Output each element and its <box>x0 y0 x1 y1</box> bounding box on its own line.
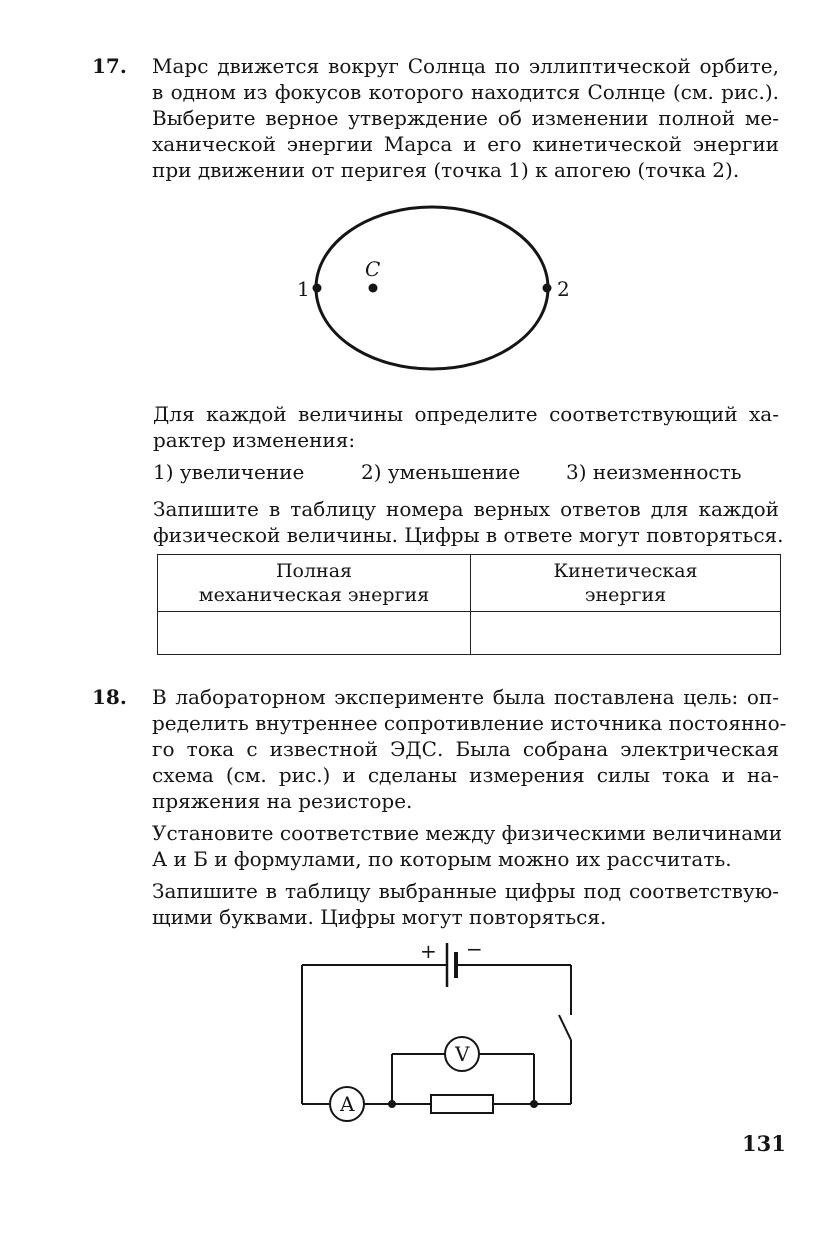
point-1-dot <box>313 284 322 293</box>
answer-table <box>157 554 781 655</box>
point-2-label: 2 <box>557 277 570 301</box>
answer-cell-total-energy[interactable] <box>158 612 471 655</box>
option-2: 2) уменьшение <box>361 460 521 484</box>
voltmeter-label: V <box>455 1042 470 1066</box>
table-header-2-line-1: Кинетическая <box>553 560 698 582</box>
table-instruction-line-2: физической величины. Цифры в ответе могут повторяться. <box>153 523 784 547</box>
page-number: 131 <box>742 1131 786 1156</box>
table-header-2-line-2: энергия <box>584 584 667 606</box>
problem-18-line-4: схема (см. рис.) и сделаны измерения силы тока и на- <box>152 763 779 787</box>
sun-dot <box>369 284 378 293</box>
problem-17-line-4: ханической энергии Марса и его кинетической энергии <box>152 132 779 156</box>
point-2-dot <box>543 284 552 293</box>
table-header-kinetic-energy <box>471 555 781 612</box>
ammeter-label: A <box>340 1092 355 1116</box>
table-instruction-line-1: Запишите в таблицу номера верных ответов для каждой <box>153 497 779 521</box>
problem-18-number: 18. <box>92 685 127 709</box>
problem-18-line-2: ределить внутреннее сопротивление источника постоянно- <box>152 711 787 735</box>
answer-cell-kinetic-energy[interactable] <box>471 612 781 655</box>
orbit-figure <box>297 207 570 369</box>
orbit-ellipse <box>316 207 548 369</box>
problem-18-para2-line-2: А и Б и формулами, по которым можно их рассчитать. <box>152 847 732 871</box>
problem-17-number: 17. <box>92 54 127 78</box>
problem-18-line-3: го тока с известной ЭДС. Была собрана электрическая <box>152 737 779 761</box>
sun-label: С <box>365 257 381 281</box>
problem-18-para3-line-1: Запишите в таблицу выбранные цифры под соответствую- <box>152 879 779 903</box>
table-header-1-line-1: Полная <box>275 560 353 582</box>
battery-minus: − <box>466 937 483 961</box>
option-3: 3) неизменность <box>566 460 742 484</box>
problem-17-line-1: Марс движется вокруг Солнца по эллиптической орбите, <box>152 54 779 78</box>
node-left <box>389 1101 395 1107</box>
instruction-line-2: рактер изменения: <box>153 428 356 452</box>
node-right <box>531 1101 537 1107</box>
problem-17-line-2: в одном из фокусов которого находится Солнце (см. рис.). <box>152 80 779 104</box>
problem-18-line-1: В лабораторном эксперименте была поставлена цель: оп- <box>152 685 779 709</box>
problem-18-para2-line-1: Установите соответствие между физическими величинами <box>152 821 783 845</box>
table-header-total-energy <box>158 555 471 612</box>
point-1-label: 1 <box>297 277 310 301</box>
problem-18-para3-line-2: щими буквами. Цифры могут повторяться. <box>152 905 607 929</box>
problem-18-line-5: пряжения на резисторе. <box>152 789 413 813</box>
switch-blade <box>559 1015 571 1040</box>
table-header-1-line-2: механическая энергия <box>198 584 430 606</box>
problem-17-line-5: при движении от перигея (точка 1) к апогею (точка 2). <box>152 158 740 182</box>
instruction-line-1: Для каждой величины определите соответствующий ха- <box>153 402 779 426</box>
resistor <box>431 1095 493 1113</box>
problem-17-line-3: Выберите верное утверждение об изменении полной ме- <box>152 106 779 130</box>
battery-plus: + <box>420 939 437 963</box>
option-1: 1) увеличение <box>153 460 305 484</box>
